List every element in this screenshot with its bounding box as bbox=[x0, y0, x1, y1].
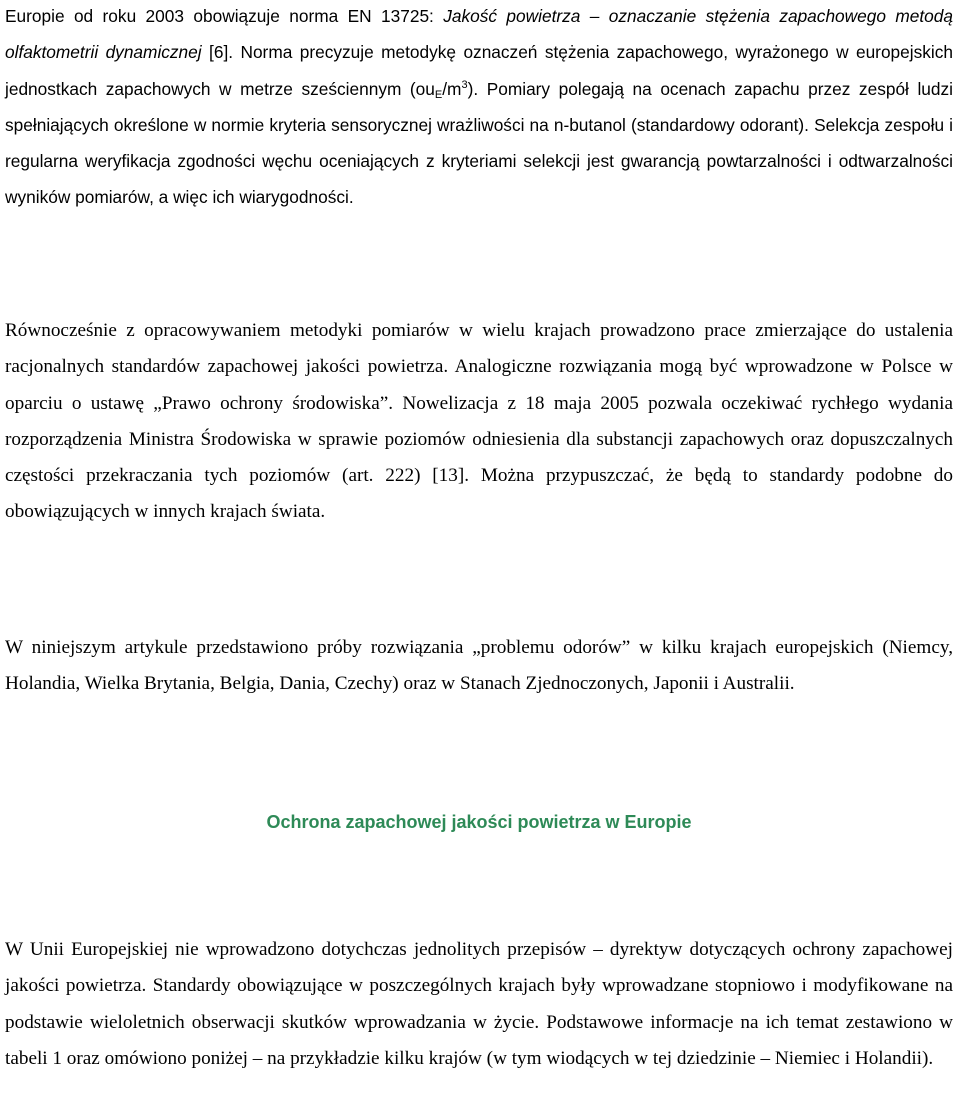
paragraph-odor-standard-norm bbox=[5, 0, 953, 216]
paragraph-air-quality-standards: Równocześnie z opracowywaniem metodyki pomiarów w wielu krajach prowadzono prace zmierzające do ustalenia racjonalnych standardów zapachowej jakości powietrza. Analogiczne rozwiązania mogą być wprowadzone w Polsce w oparciu o ustawę „Prawo ochrony środowiska”. Nowelizacja z 18 maja 2005 pozwala oczekiwać rychłego wydania rozporządzenia Ministra Środowiska w sprawie poziomów odniesienia dla substancji zapachowych oraz dopuszczalnych częstości przekraczania tych poziomów (art. 222) [13]. Można przypuszczać, że będą to standardy podobne do obowiązujących w innych krajach świata. bbox=[5, 320, 953, 523]
paragraph-eu-regulations: W Unii Europejskiej nie wprowadzono dotychczas jednolitych przepisów – dyrektyw dotyczących ochrony zapachowej jakości powietrza. Standardy obowiązujące w poszczególnych krajach były wprowadzane stopniowo i modyfikowane na podstawie wieloletnich obserwacji skutków wprowadzania w życie. Podstawowe informacje na ich temat zestawiono w tabeli 1 oraz omówiono poniżej – na przykładzie kilku krajów (w tym wiodących w tej dziedzinie – Niemiec i Holandii). bbox=[5, 939, 953, 1069]
paragraph-1-text-d: ). Pomiary polegają na ocenach zapachu przez zespół ludzi spełniających określone w normie kryteria sensorycznej wrażliwości na n-butanol (standardowy odorant). Selekcja zespołu i regularna weryfikacja zgodności węchu oceniających z kryteriami selekcji jest gwarancją powtarzalności i odtwarzalności wyników pomiarów, a więc ich wiarygodności. bbox=[5, 78, 953, 208]
paragraph-1-text-c: /m bbox=[442, 78, 462, 99]
unit-superscript: 3 bbox=[461, 78, 468, 91]
norm-title-italic: Jakość powietrza – oznaczanie stężenia zapachowego metodą olfaktometrii dynamicznej bbox=[5, 6, 953, 63]
unit-subscript: E bbox=[434, 88, 443, 101]
paragraph-article-scope: W niniejszym artykule przedstawiono próby rozwiązania „problemu odorów” w kilku krajach europejskich (Niemcy, Holandia, Wielka Brytania, Belgia, Dania, Czechy) oraz w Stanach Zjednoczonych, Japonii i Australii. bbox=[5, 637, 953, 695]
section-heading: Ochrona zapachowej jakości powietrza w Europie bbox=[266, 812, 692, 832]
paragraph-1-text-a: Europie od roku 2003 obowiązuje norma EN 13725: bbox=[5, 6, 444, 26]
paragraph-1-text-b: [6]. Norma precyzuje metodykę oznaczeń stężenia zapachowego, wyrażonego w europejskich jednostkach zapachowych w metrze sześciennym (ou bbox=[5, 42, 953, 99]
